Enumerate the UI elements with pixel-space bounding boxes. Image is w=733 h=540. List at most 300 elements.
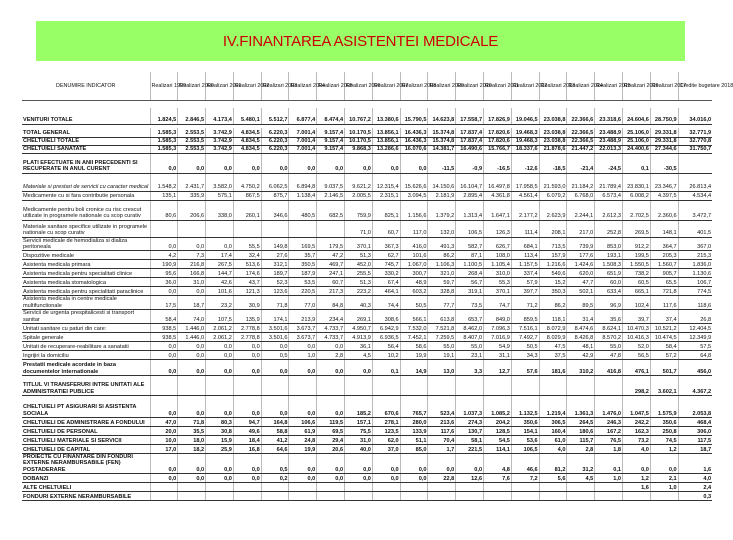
cell-value: 0,0 bbox=[150, 341, 178, 350]
cell-value: 0,0 bbox=[317, 341, 345, 350]
cell-value: -16,5 bbox=[484, 153, 512, 173]
cell-value: 0,0 bbox=[400, 153, 428, 173]
cell-value: 1,0 bbox=[595, 474, 623, 483]
cell-value: 247,1 bbox=[317, 269, 345, 278]
cell-value: 106,6 bbox=[289, 417, 317, 426]
cell-value: 1.138,4 bbox=[289, 191, 317, 200]
cell-value: 55,0 bbox=[428, 341, 456, 350]
cell-value: 0,0 bbox=[372, 153, 400, 173]
cell-value: 582,7 bbox=[456, 237, 484, 251]
cell-value: 2.846,5 bbox=[178, 108, 206, 124]
cell-value: 31.750,7 bbox=[678, 145, 712, 153]
cell-value: 0,0 bbox=[289, 474, 317, 483]
cell-value: 102,4 bbox=[623, 296, 651, 310]
cell-value: 23,2 bbox=[206, 296, 234, 310]
cell-value: 84,8 bbox=[317, 296, 345, 310]
cell-value bbox=[261, 375, 289, 395]
cell-value: 480,5 bbox=[289, 200, 317, 220]
cell-value: 0,0 bbox=[400, 474, 428, 483]
cell-value: -12,6 bbox=[511, 153, 539, 173]
cell-value: 187,9 bbox=[289, 269, 317, 278]
cell-value: 223,2 bbox=[345, 287, 373, 296]
cell-value: 107,5 bbox=[206, 310, 234, 324]
cell-value: 1.824,5 bbox=[150, 108, 178, 124]
cell-value: 452,0 bbox=[345, 260, 373, 269]
cell-value: 117,6 bbox=[428, 426, 456, 435]
spacer-row bbox=[22, 100, 712, 108]
cell-value: 3.472,7 bbox=[678, 200, 712, 220]
cell-value: 0,0 bbox=[178, 237, 206, 251]
cell-value: -11,5 bbox=[428, 153, 456, 173]
row-label: Medicamente pentru boli cronice cu risc crescut utilizate in programele nationale cu scop curativ bbox=[22, 200, 150, 220]
cell-value: 73,2 bbox=[623, 435, 651, 444]
cell-value: 23.038,8 bbox=[539, 128, 567, 137]
row-label: Asistenta medicala pentru specialitati clinice bbox=[22, 269, 150, 278]
cell-value bbox=[511, 492, 539, 501]
cell-value: 2.623,9 bbox=[539, 200, 567, 220]
cell-value: 37,4 bbox=[650, 310, 678, 324]
cell-value: 118,1 bbox=[539, 310, 567, 324]
cell-value: 0,0 bbox=[206, 350, 234, 359]
cell-value: 106,7 bbox=[678, 278, 712, 287]
cell-value: 19.046,5 bbox=[511, 108, 539, 124]
cell-value bbox=[539, 483, 567, 492]
column-header: Realizari 2000 bbox=[178, 72, 206, 100]
cell-value: 154,1 bbox=[511, 426, 539, 435]
cell-value: 0,0 bbox=[345, 453, 373, 473]
cell-value: 6.220,3 bbox=[261, 145, 289, 153]
cell-value: 15.626,6 bbox=[400, 173, 428, 191]
cell-value: 35,5 bbox=[178, 426, 206, 435]
cell-value: 157,1 bbox=[345, 417, 373, 426]
cell-value bbox=[428, 375, 456, 395]
cell-value: 0,0 bbox=[289, 359, 317, 375]
cell-value: 4.834,5 bbox=[233, 128, 261, 137]
cell-value: 765,7 bbox=[400, 395, 428, 417]
cell-value: 255,5 bbox=[345, 269, 373, 278]
cell-value: 220,5 bbox=[289, 287, 317, 296]
table-row bbox=[22, 260, 712, 269]
row-label: CHELTUIELI SANATATE bbox=[22, 145, 150, 153]
cell-value: 23.038,8 bbox=[539, 108, 567, 124]
cell-value: 23,1 bbox=[456, 350, 484, 359]
cell-value: 89,5 bbox=[567, 296, 595, 310]
cell-value: 42,9 bbox=[567, 350, 595, 359]
cell-value: 1.216,6 bbox=[539, 260, 567, 269]
cell-value: 350,6 bbox=[650, 417, 678, 426]
cell-value bbox=[456, 483, 484, 492]
cell-value: 0,0 bbox=[317, 153, 345, 173]
cell-value: 169,5 bbox=[289, 237, 317, 251]
cell-value: 144,7 bbox=[206, 269, 234, 278]
cell-value: 58,4 bbox=[650, 341, 678, 350]
cell-value: 4.750,2 bbox=[233, 173, 261, 191]
cell-value: 30,8 bbox=[206, 426, 234, 435]
cell-value: 9.621,2 bbox=[345, 173, 373, 191]
cell-value: 1.037,3 bbox=[456, 395, 484, 417]
cell-value: 1,6 bbox=[623, 483, 651, 492]
table-row bbox=[22, 417, 712, 426]
cell-value: 1.157,5 bbox=[511, 260, 539, 269]
cell-value: 21.789,4 bbox=[595, 173, 623, 191]
cell-value: 0,0 bbox=[650, 453, 678, 473]
cell-value: 1.105,4 bbox=[484, 260, 512, 269]
cell-value: 23.488,9 bbox=[595, 137, 623, 145]
cell-value: 713,5 bbox=[539, 237, 567, 251]
cell-value: 0,0 bbox=[150, 395, 178, 417]
cell-value bbox=[178, 483, 206, 492]
cell-value: 20,6 bbox=[317, 444, 345, 453]
row-label: CHELTUIELI DE CAPITAL bbox=[22, 444, 150, 453]
cell-value: 8.474,4 bbox=[317, 108, 345, 124]
table-row bbox=[22, 323, 712, 332]
cell-value bbox=[650, 492, 678, 501]
cell-value: 4.834,5 bbox=[233, 145, 261, 153]
cell-value: 149,8 bbox=[261, 237, 289, 251]
cell-value: 51,3 bbox=[345, 278, 373, 287]
cell-value: 1,0 bbox=[289, 350, 317, 359]
cell-value: 94,7 bbox=[233, 417, 261, 426]
cell-value bbox=[484, 492, 512, 501]
cell-value: 19.468,3 bbox=[511, 137, 539, 145]
cell-value: 18.337,6 bbox=[511, 145, 539, 153]
cell-value: 61,9 bbox=[289, 426, 317, 435]
cell-value: 260,1 bbox=[233, 200, 261, 220]
cell-value: 8.029,9 bbox=[539, 332, 567, 341]
cell-value: 464,1 bbox=[372, 287, 400, 296]
cell-value: 2.061,2 bbox=[206, 323, 234, 332]
cell-value: 2.895,4 bbox=[456, 191, 484, 200]
cell-value: 193,1 bbox=[595, 251, 623, 260]
cell-value: 24.400,6 bbox=[623, 145, 651, 153]
cell-value: 0,0 bbox=[317, 453, 345, 473]
cell-value: 4.397,5 bbox=[650, 191, 678, 200]
cell-value: 0,0 bbox=[233, 453, 261, 473]
cell-value: 108,0 bbox=[484, 251, 512, 260]
table-row bbox=[22, 395, 712, 417]
table-row bbox=[22, 237, 712, 251]
cell-value: 37,5 bbox=[539, 350, 567, 359]
cell-value: 6.062,5 bbox=[261, 173, 289, 191]
cell-value: 0,0 bbox=[150, 287, 178, 296]
column-header: Realizari 2016 bbox=[623, 72, 651, 100]
cell-value: 0,0 bbox=[345, 153, 373, 173]
cell-value: 684,1 bbox=[511, 237, 539, 251]
column-header: Realizari 2011 bbox=[484, 72, 512, 100]
cell-value bbox=[150, 375, 178, 395]
cell-value: 23.038,8 bbox=[539, 137, 567, 145]
cell-value: 17,4 bbox=[206, 251, 234, 260]
cell-value: 501,7 bbox=[650, 359, 678, 375]
cell-value: 0,3 bbox=[678, 492, 712, 501]
table-row bbox=[22, 251, 712, 260]
cell-value: 106,5 bbox=[511, 444, 539, 453]
cell-value bbox=[317, 375, 345, 395]
cell-value: 87,1 bbox=[456, 251, 484, 260]
cell-value: 117,6 bbox=[650, 296, 678, 310]
cell-value: 39,7 bbox=[623, 310, 651, 324]
cell-value: 21.878,6 bbox=[539, 145, 567, 153]
cell-value: 34.016,0 bbox=[678, 108, 712, 124]
cell-value: 759,9 bbox=[345, 200, 373, 220]
cell-value: 10.767,2 bbox=[345, 108, 373, 124]
cell-value: 280,0 bbox=[400, 417, 428, 426]
cell-value: 0,0 bbox=[233, 350, 261, 359]
cell-value: 306,0 bbox=[678, 426, 712, 435]
cell-value: 58,6 bbox=[400, 341, 428, 350]
column-header: Credite bugetare 2018 bbox=[678, 72, 712, 100]
cell-value: 310,2 bbox=[567, 359, 595, 375]
cell-value: 1.424,6 bbox=[567, 260, 595, 269]
slide-title: IV.FINANTAREA ASISTENTEI MEDICALE bbox=[222, 32, 499, 50]
cell-value: 31,4 bbox=[567, 310, 595, 324]
table-row bbox=[22, 269, 712, 278]
cell-value: 0,0 bbox=[150, 359, 178, 375]
column-header: Realizari 2001 bbox=[206, 72, 234, 100]
cell-value: 55,0 bbox=[595, 341, 623, 350]
cell-value: 0,1 bbox=[372, 359, 400, 375]
cell-value: 26,8 bbox=[678, 310, 712, 324]
row-label: CHELTUIELI DE ADMINISTRARE A FONDULUI bbox=[22, 417, 150, 426]
cell-value: -24,5 bbox=[595, 153, 623, 173]
cell-value: 16.070,6 bbox=[400, 145, 428, 153]
cell-value: 31,1 bbox=[484, 350, 512, 359]
cell-value: 6.573,4 bbox=[595, 191, 623, 200]
cell-value: 31,0 bbox=[178, 278, 206, 287]
cell-value: 35,6 bbox=[595, 310, 623, 324]
cell-value: 69,5 bbox=[317, 426, 345, 435]
cell-value: 3.501,6 bbox=[261, 323, 289, 332]
cell-value: -18,5 bbox=[539, 153, 567, 173]
cell-value: 24,8 bbox=[289, 435, 317, 444]
cell-value: 21.593,0 bbox=[539, 173, 567, 191]
cell-value: 12.404,5 bbox=[678, 323, 712, 332]
row-label: Spitale generale bbox=[22, 332, 150, 341]
row-label: Asistenta medicala stomatologica bbox=[22, 278, 150, 287]
cell-value: 4,2 bbox=[150, 251, 178, 260]
cell-value: 745,7 bbox=[372, 260, 400, 269]
cell-value: 4.834,5 bbox=[233, 137, 261, 145]
row-label: VENITURI TOTALE bbox=[22, 108, 150, 124]
cell-value: 1.130,6 bbox=[678, 269, 712, 278]
cell-value bbox=[678, 153, 712, 173]
cell-value: 13.380,6 bbox=[372, 108, 400, 124]
cell-value bbox=[289, 375, 317, 395]
cell-value: 126,3 bbox=[484, 220, 512, 237]
cell-value: 111,4 bbox=[511, 220, 539, 237]
cell-value bbox=[372, 375, 400, 395]
cell-value: 310,0 bbox=[484, 269, 512, 278]
cell-value: 0,0 bbox=[317, 474, 345, 483]
cell-value: 0,0 bbox=[178, 395, 206, 417]
cell-value: 208,1 bbox=[539, 220, 567, 237]
cell-value: 25.106,0 bbox=[623, 137, 651, 145]
cell-value: 312,1 bbox=[261, 260, 289, 269]
cell-value bbox=[456, 375, 484, 395]
cell-value: 0,0 bbox=[289, 341, 317, 350]
column-header: Realizari 2005 bbox=[317, 72, 345, 100]
cell-value: 221,5 bbox=[456, 444, 484, 453]
row-label: ALTE CHELTUIELI bbox=[22, 483, 150, 492]
cell-value: 17.558,7 bbox=[456, 108, 484, 124]
cell-value: 9.037,5 bbox=[317, 173, 345, 191]
cell-value: 0,0 bbox=[233, 153, 261, 173]
cell-value: 62,0 bbox=[372, 435, 400, 444]
cell-value bbox=[206, 220, 234, 237]
cell-value: 199,5 bbox=[623, 251, 651, 260]
cell-value: 106,5 bbox=[456, 220, 484, 237]
cell-value: 80,3 bbox=[206, 417, 234, 426]
cell-value: 10.521,2 bbox=[650, 323, 678, 332]
cell-value: 117,5 bbox=[678, 435, 712, 444]
cell-value: 4,8 bbox=[484, 453, 512, 473]
cell-value: 0,1 bbox=[623, 153, 651, 173]
cell-value: 269,1 bbox=[345, 310, 373, 324]
cell-value: 74,4 bbox=[372, 296, 400, 310]
cell-value: 128,5 bbox=[484, 426, 512, 435]
cell-value: 1.156,6 bbox=[400, 200, 428, 220]
table-row bbox=[22, 332, 712, 341]
row-label: TOTAL GENERAL bbox=[22, 128, 150, 137]
table-row bbox=[22, 108, 712, 124]
cell-value: 0,0 bbox=[178, 350, 206, 359]
cell-value: 62,7 bbox=[372, 251, 400, 260]
cell-value: 0,0 bbox=[289, 453, 317, 473]
cell-value: 0,0 bbox=[345, 474, 373, 483]
cell-value: 278,1 bbox=[372, 417, 400, 426]
cell-value: 213,9 bbox=[289, 310, 317, 324]
table-row bbox=[22, 137, 712, 145]
cell-value: 1.585,3 bbox=[150, 128, 178, 137]
cell-value bbox=[428, 483, 456, 492]
cell-value: 32.770,8 bbox=[678, 137, 712, 145]
column-header: Realizari 2010 bbox=[456, 72, 484, 100]
cell-value: 13.856,1 bbox=[372, 137, 400, 145]
cell-value: 174,1 bbox=[261, 310, 289, 324]
cell-value: 0,0 bbox=[233, 359, 261, 375]
cell-value: 397,7 bbox=[511, 287, 539, 296]
cell-value: 1.106,3 bbox=[428, 260, 456, 269]
cell-value: 2.553,5 bbox=[178, 145, 206, 153]
cell-value: 566,1 bbox=[400, 310, 428, 324]
cell-value: 3.742,9 bbox=[206, 137, 234, 145]
cell-value: 4.367,2 bbox=[678, 375, 712, 395]
cell-value: 1.446,0 bbox=[178, 332, 206, 341]
cell-value: 21.447,2 bbox=[567, 145, 595, 153]
cell-value: 41,2 bbox=[261, 435, 289, 444]
cell-value: 774,5 bbox=[678, 287, 712, 296]
cell-value: 6.008,2 bbox=[623, 191, 651, 200]
cell-value: 17.826,9 bbox=[484, 108, 512, 124]
cell-value bbox=[150, 483, 178, 492]
cell-value: 10,0 bbox=[150, 435, 178, 444]
cell-value bbox=[150, 492, 178, 501]
cell-value: 71,0 bbox=[345, 220, 373, 237]
cell-value: 1,7 bbox=[428, 444, 456, 453]
cell-value: 61,0 bbox=[539, 435, 567, 444]
cell-value: 268,4 bbox=[456, 269, 484, 278]
cell-value: 27,6 bbox=[261, 251, 289, 260]
cell-value: 682,5 bbox=[317, 200, 345, 220]
cell-value: 59,7 bbox=[428, 278, 456, 287]
cell-value: 48,9 bbox=[400, 278, 428, 287]
cell-value: 0,0 bbox=[428, 453, 456, 473]
cell-value: 64,8 bbox=[678, 350, 712, 359]
table-row bbox=[22, 435, 712, 444]
cell-value: 65,5 bbox=[650, 278, 678, 287]
cell-value: 70,4 bbox=[428, 435, 456, 444]
cell-value bbox=[289, 483, 317, 492]
cell-value: 47,0 bbox=[150, 417, 178, 426]
cell-value: 370,1 bbox=[484, 287, 512, 296]
cell-value: 1.575,9 bbox=[650, 395, 678, 417]
table-row bbox=[22, 341, 712, 350]
table-row bbox=[22, 128, 712, 137]
cell-value: 77,7 bbox=[428, 296, 456, 310]
cell-value: 42,6 bbox=[206, 278, 234, 287]
row-label: TITLUL VI TRANSFERURI INTRE UNITATI ALE ADMINISTRATIEI PUBLICE bbox=[22, 375, 150, 395]
cell-value: 1,8 bbox=[595, 444, 623, 453]
cell-value: 7,6 bbox=[484, 474, 512, 483]
cell-value: 346,6 bbox=[261, 200, 289, 220]
cell-value: 2.431,7 bbox=[178, 173, 206, 191]
cell-value: 469,7 bbox=[317, 260, 345, 269]
cell-value bbox=[317, 220, 345, 237]
cell-value: 10.170,5 bbox=[345, 128, 373, 137]
cell-value: -0,9 bbox=[456, 153, 484, 173]
cell-value: 160,4 bbox=[539, 426, 567, 435]
cell-value: 14.623,8 bbox=[428, 108, 456, 124]
cell-value: 15.790,5 bbox=[400, 108, 428, 124]
cell-value: 53,5 bbox=[289, 278, 317, 287]
cell-value: 205,3 bbox=[650, 251, 678, 260]
cell-value: 335,9 bbox=[178, 191, 206, 200]
cell-value: 48,1 bbox=[567, 341, 595, 350]
cell-value: 849,0 bbox=[484, 310, 512, 324]
cell-value: 113,4 bbox=[511, 251, 539, 260]
cell-value: 35,7 bbox=[289, 251, 317, 260]
cell-value bbox=[233, 220, 261, 237]
cell-value: 264,5 bbox=[567, 417, 595, 426]
cell-value: 76,5 bbox=[595, 435, 623, 444]
cell-value: 133,9 bbox=[400, 426, 428, 435]
cell-value: 1.647,1 bbox=[484, 200, 512, 220]
cell-value: 1.585,3 bbox=[150, 145, 178, 153]
cell-value: 12,7 bbox=[484, 359, 512, 375]
cell-value: 10.416,3 bbox=[623, 332, 651, 341]
cell-value: 0,5 bbox=[261, 350, 289, 359]
cell-value: 738,2 bbox=[623, 269, 651, 278]
cell-value: 6.220,3 bbox=[261, 137, 289, 145]
row-label: PLATI EFECTUATE IN ANII PRECEDENTI SI RECUPERATE IN ANUL CURENT bbox=[22, 153, 150, 173]
table-row bbox=[22, 153, 712, 173]
cell-value: 123,6 bbox=[261, 287, 289, 296]
cell-value: 1.508,3 bbox=[595, 260, 623, 269]
cell-value: 867,5 bbox=[233, 191, 261, 200]
column-header: Realizari 2012 bbox=[511, 72, 539, 100]
cell-value: 16.104,7 bbox=[456, 173, 484, 191]
cell-value: 46,6 bbox=[511, 453, 539, 473]
cell-value: 58,8 bbox=[261, 426, 289, 435]
cell-value: 53,6 bbox=[511, 435, 539, 444]
cell-value: 8.624,1 bbox=[595, 323, 623, 332]
cell-value: 55,5 bbox=[233, 237, 261, 251]
row-label: Asistenta medicala pentru specialitati paraclinice bbox=[22, 287, 150, 296]
cell-value: 6.936,5 bbox=[372, 332, 400, 341]
cell-value: 47,2 bbox=[317, 251, 345, 260]
cell-value: 0,0 bbox=[261, 341, 289, 350]
cell-value: 0,0 bbox=[233, 341, 261, 350]
